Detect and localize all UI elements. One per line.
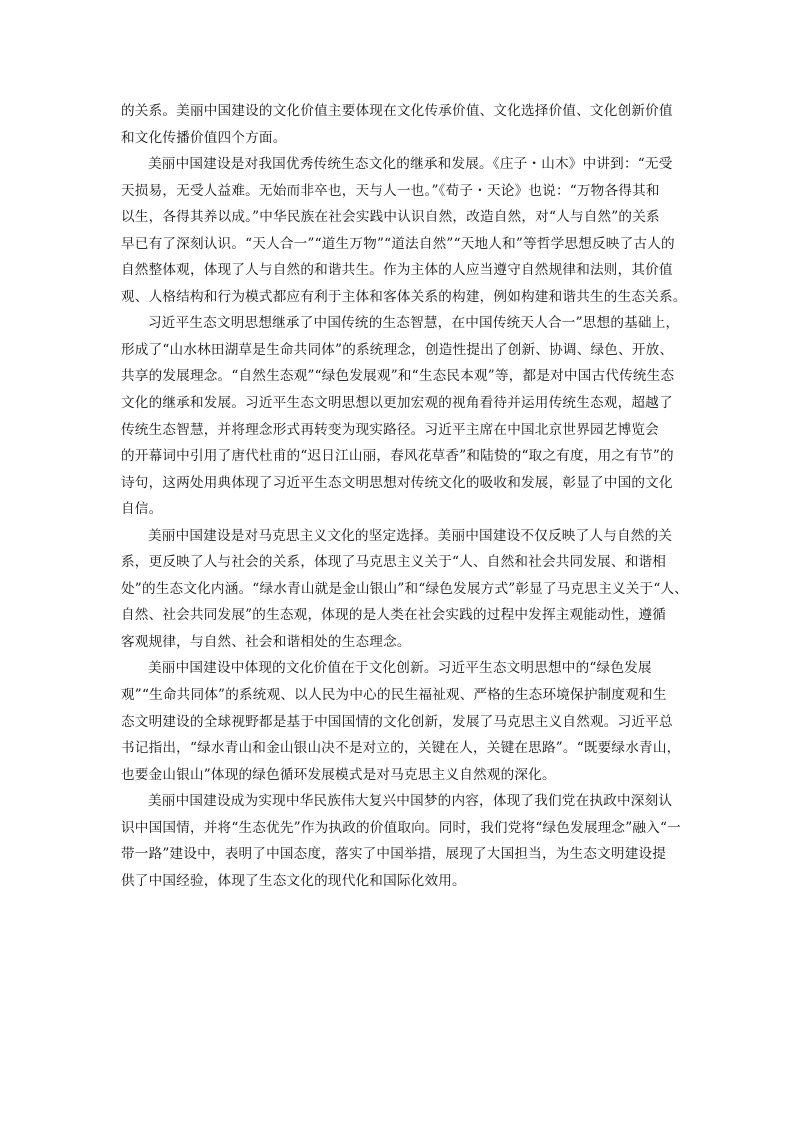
text-line: 也要金山银山”体现的绿色循环发展模式是对马克思主义自然观的深化。: [121, 766, 556, 783]
text-line: 的关系。美丽中国建设的文化价值主要体现在文化传承价值、文化选择价值、文化创新价值: [121, 103, 673, 119]
document-page: [121, 98, 687, 894]
text-line: 系，更反映了人与社会的关系，体现了马克思主义关于“人、自然和社会共同发展、和谐相: [121, 554, 667, 571]
text-line: 形成了“山水林田湖草是生命共同体”的系统理念，创造性提出了创新、协调、绿色、开放、: [121, 341, 674, 358]
text-line: 自信。: [121, 501, 163, 518]
text-line: 早已有了深刻认识。“天人合一”“道生万物”“道法自然”“天地人和”等哲学思想反映了古人的: [121, 235, 675, 252]
paragraph-start-line: 习近平生态文明思想继承了中国传统的生态智慧，在中国传统天人合一”思想的基础上，: [148, 315, 680, 332]
text-line: 共享的发展理念。“自然生态观”“绿色发展观”和“生态民本观”等，都是对中国古代传统生态: [121, 368, 675, 385]
text-line: 观、人格结构和行为模式都应有利于主体和客体关系的构建，例如构建和谐共生的生态关系。: [121, 288, 687, 305]
text-line: 诗句，这两处用典体现了习近平生态文明思想对传统文化的吸收和发展，彰显了中国的文化: [121, 474, 673, 491]
paragraph-start-line: 美丽中国建设是对马克思主义文化的坚定选择。美丽中国建设不仅反映了人与自然的关: [148, 527, 673, 544]
text-line: 以生，各得其养以成。”中华民族在社会实践中认识自然，改造自然，对“人与自然”的关系: [121, 209, 660, 226]
text-line: 文化的继承和发展。习近平生态文明思想以更加宏观的视角看待并运用传统生态观，超越了: [121, 395, 673, 412]
text-line: 和文化传播价值四个方面。: [121, 129, 287, 146]
text-line: 书记指出，“绿水青山和金山银山决不是对立的，关键在人，关键在思路”。“既要绿水青山，: [121, 740, 681, 757]
text-line: 的开幕词中引用了唐代杜甫的“迟日江山丽，春风花草香”和陆贽的“取之有度，用之有节”的: [121, 448, 674, 465]
text-line: 天损易，无受人益难。无始而非卒也，天与人一也。”《荀子・天论》也说：“万物各得其和: [121, 182, 660, 199]
text-line: 自然、社会共同发展”的生态观，体现的是人类在社会实践的过程中发挥主观能动性，遵循: [121, 607, 667, 624]
text-line: 自然整体观，体现了人与自然的和谐共生。作为主体的人应当遵守自然规律和法则，其价值: [121, 262, 673, 279]
paragraph-start-line: 美丽中国建设成为实现中华民族伟大复兴中国梦的内容，体现了我们党在执政中深刻认: [148, 793, 673, 810]
text-line: 带一路”建设中，表明了中国态度，落实了中国举措，展现了大国担当，为生态文明建设提: [121, 846, 667, 863]
text-line: 供了中国经验，体现了生态文化的现代化和国际化效用。: [121, 872, 466, 889]
text-line: 传统生态智慧，并将理念形式再转变为现实路径。习近平主席在中国北京世界园艺博览会: [121, 421, 659, 438]
text-line: 处”的生态文化内涵。“绿水青山就是金山银山”和“绿色发展方式”彰显了马克思主义关于“人、: [121, 580, 689, 597]
paragraph-start-line: 美丽中国建设是对我国优秀传统生态文化的继承和发展。《庄子・山木》中讲到：“无受: [148, 156, 673, 173]
text-line: 客观规律，与自然、社会和谐相处的生态理念。: [121, 633, 411, 650]
paragraph-start-line: 美丽中国建设中体现的文化价值在于文化创新。习近平生态文明思想中的“绿色发展: [148, 660, 652, 677]
text-line: 观”“生命共同体”的系统观、以人民为中心的民生福祉观、严格的生态环境保护制度观和生: [121, 687, 667, 704]
text-line: 识中国国情，并将“生态优先”作为执政的价值取向。同时，我们党将“绿色发展理念”融入“一: [121, 819, 681, 836]
text-line: 态文明建设的全球视野都是基于中国国情的文化创新，发展了马克思主义自然观。习近平总: [121, 713, 673, 730]
